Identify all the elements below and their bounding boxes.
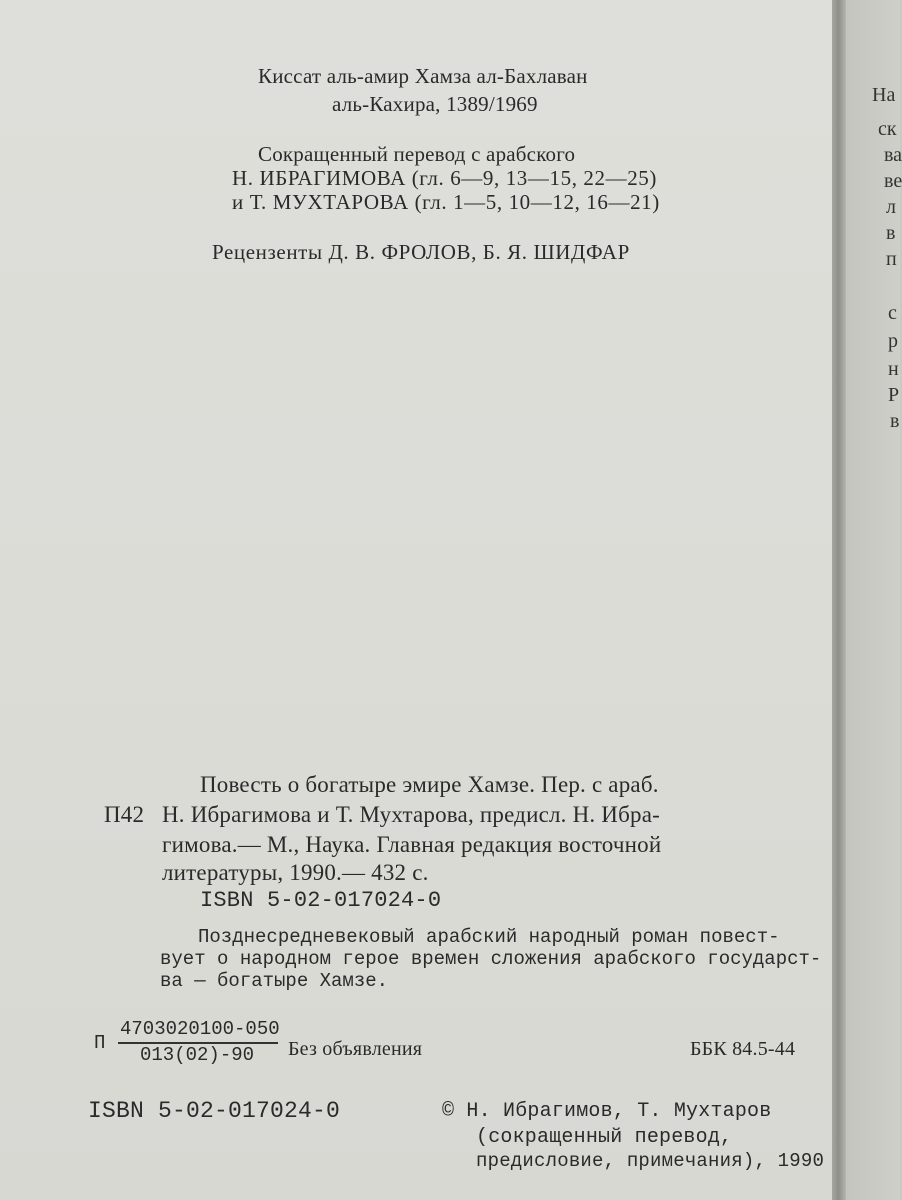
annotation-line-3: ва — богатыре Хамзе.	[160, 970, 389, 992]
original-title: Киссат аль-амир Хамза ал-Бахлаван	[258, 64, 588, 88]
no-ads-label: Без объявления	[288, 1038, 423, 1060]
adjacent-text-fragment: р	[888, 330, 898, 352]
adjacent-text-fragment: л	[886, 196, 896, 218]
adjacent-text-fragment: Р	[888, 384, 900, 406]
book-gutter	[832, 0, 846, 1200]
catalog-title: Повесть о богатыре эмире Хамзе. Пер. с араб.	[200, 772, 659, 797]
translator-2: и Т. МУХТАРОВА (гл. 1—5, 10—12, 16—21)	[232, 190, 660, 214]
adjacent-text-fragment: в	[886, 222, 896, 244]
annotation-line-1: Позднесредневековый арабский народный роман повест-	[198, 926, 780, 948]
footer-isbn: ISBN 5-02-017024-0	[88, 1098, 341, 1124]
adjacent-text-fragment: ск	[878, 118, 897, 140]
catalog-line-3: гимова.— М., Наука. Главная редакция восточной	[162, 832, 662, 857]
adjacent-text-fragment: в	[890, 410, 900, 432]
reviewers: Рецензенты Д. В. ФРОЛОВ, Б. Я. ШИДФАР	[212, 240, 630, 264]
index-denominator: 013(02)-90	[140, 1044, 255, 1066]
annotation-line-2: вует о народном герое времен сложения арабского государст-	[160, 948, 822, 970]
adjacent-text-fragment: ва	[884, 144, 902, 166]
translation-note: Сокращенный перевод с арабского	[258, 142, 576, 166]
copyright-line-2: (сокращенный перевод,	[476, 1126, 733, 1149]
adjacent-text-fragment: ве	[884, 170, 902, 192]
adjacent-text-fragment: с	[888, 302, 897, 324]
adjacent-page	[846, 0, 900, 1200]
copyright-line-3: предисловие, примечания), 1990	[476, 1150, 825, 1172]
index-numerator: 4703020100-050	[120, 1018, 280, 1040]
adjacent-text-fragment: На	[872, 84, 896, 106]
translator-1: Н. ИБРАГИМОВА (гл. 6—9, 13—15, 22—25)	[232, 166, 658, 190]
catalog-line-2: Н. Ибрагимова и Т. Мухтарова, предисл. Н. Ибра-	[162, 802, 660, 827]
copyright-line-1: © Н. Ибрагимов, Т. Мухтаров	[442, 1100, 772, 1123]
adjacent-text-fragment: п	[886, 248, 897, 270]
catalog-line-4: литературы, 1990.— 432 с.	[162, 860, 429, 885]
original-imprint: аль-Кахира, 1389/1969	[332, 92, 538, 116]
adjacent-text-fragment: н	[888, 358, 899, 380]
catalog-code: П42	[104, 802, 145, 827]
index-prefix: П	[94, 1032, 106, 1054]
catalog-isbn: ISBN 5-02-017024-0	[200, 888, 442, 913]
bbk-code: ББК 84.5-44	[690, 1038, 796, 1060]
